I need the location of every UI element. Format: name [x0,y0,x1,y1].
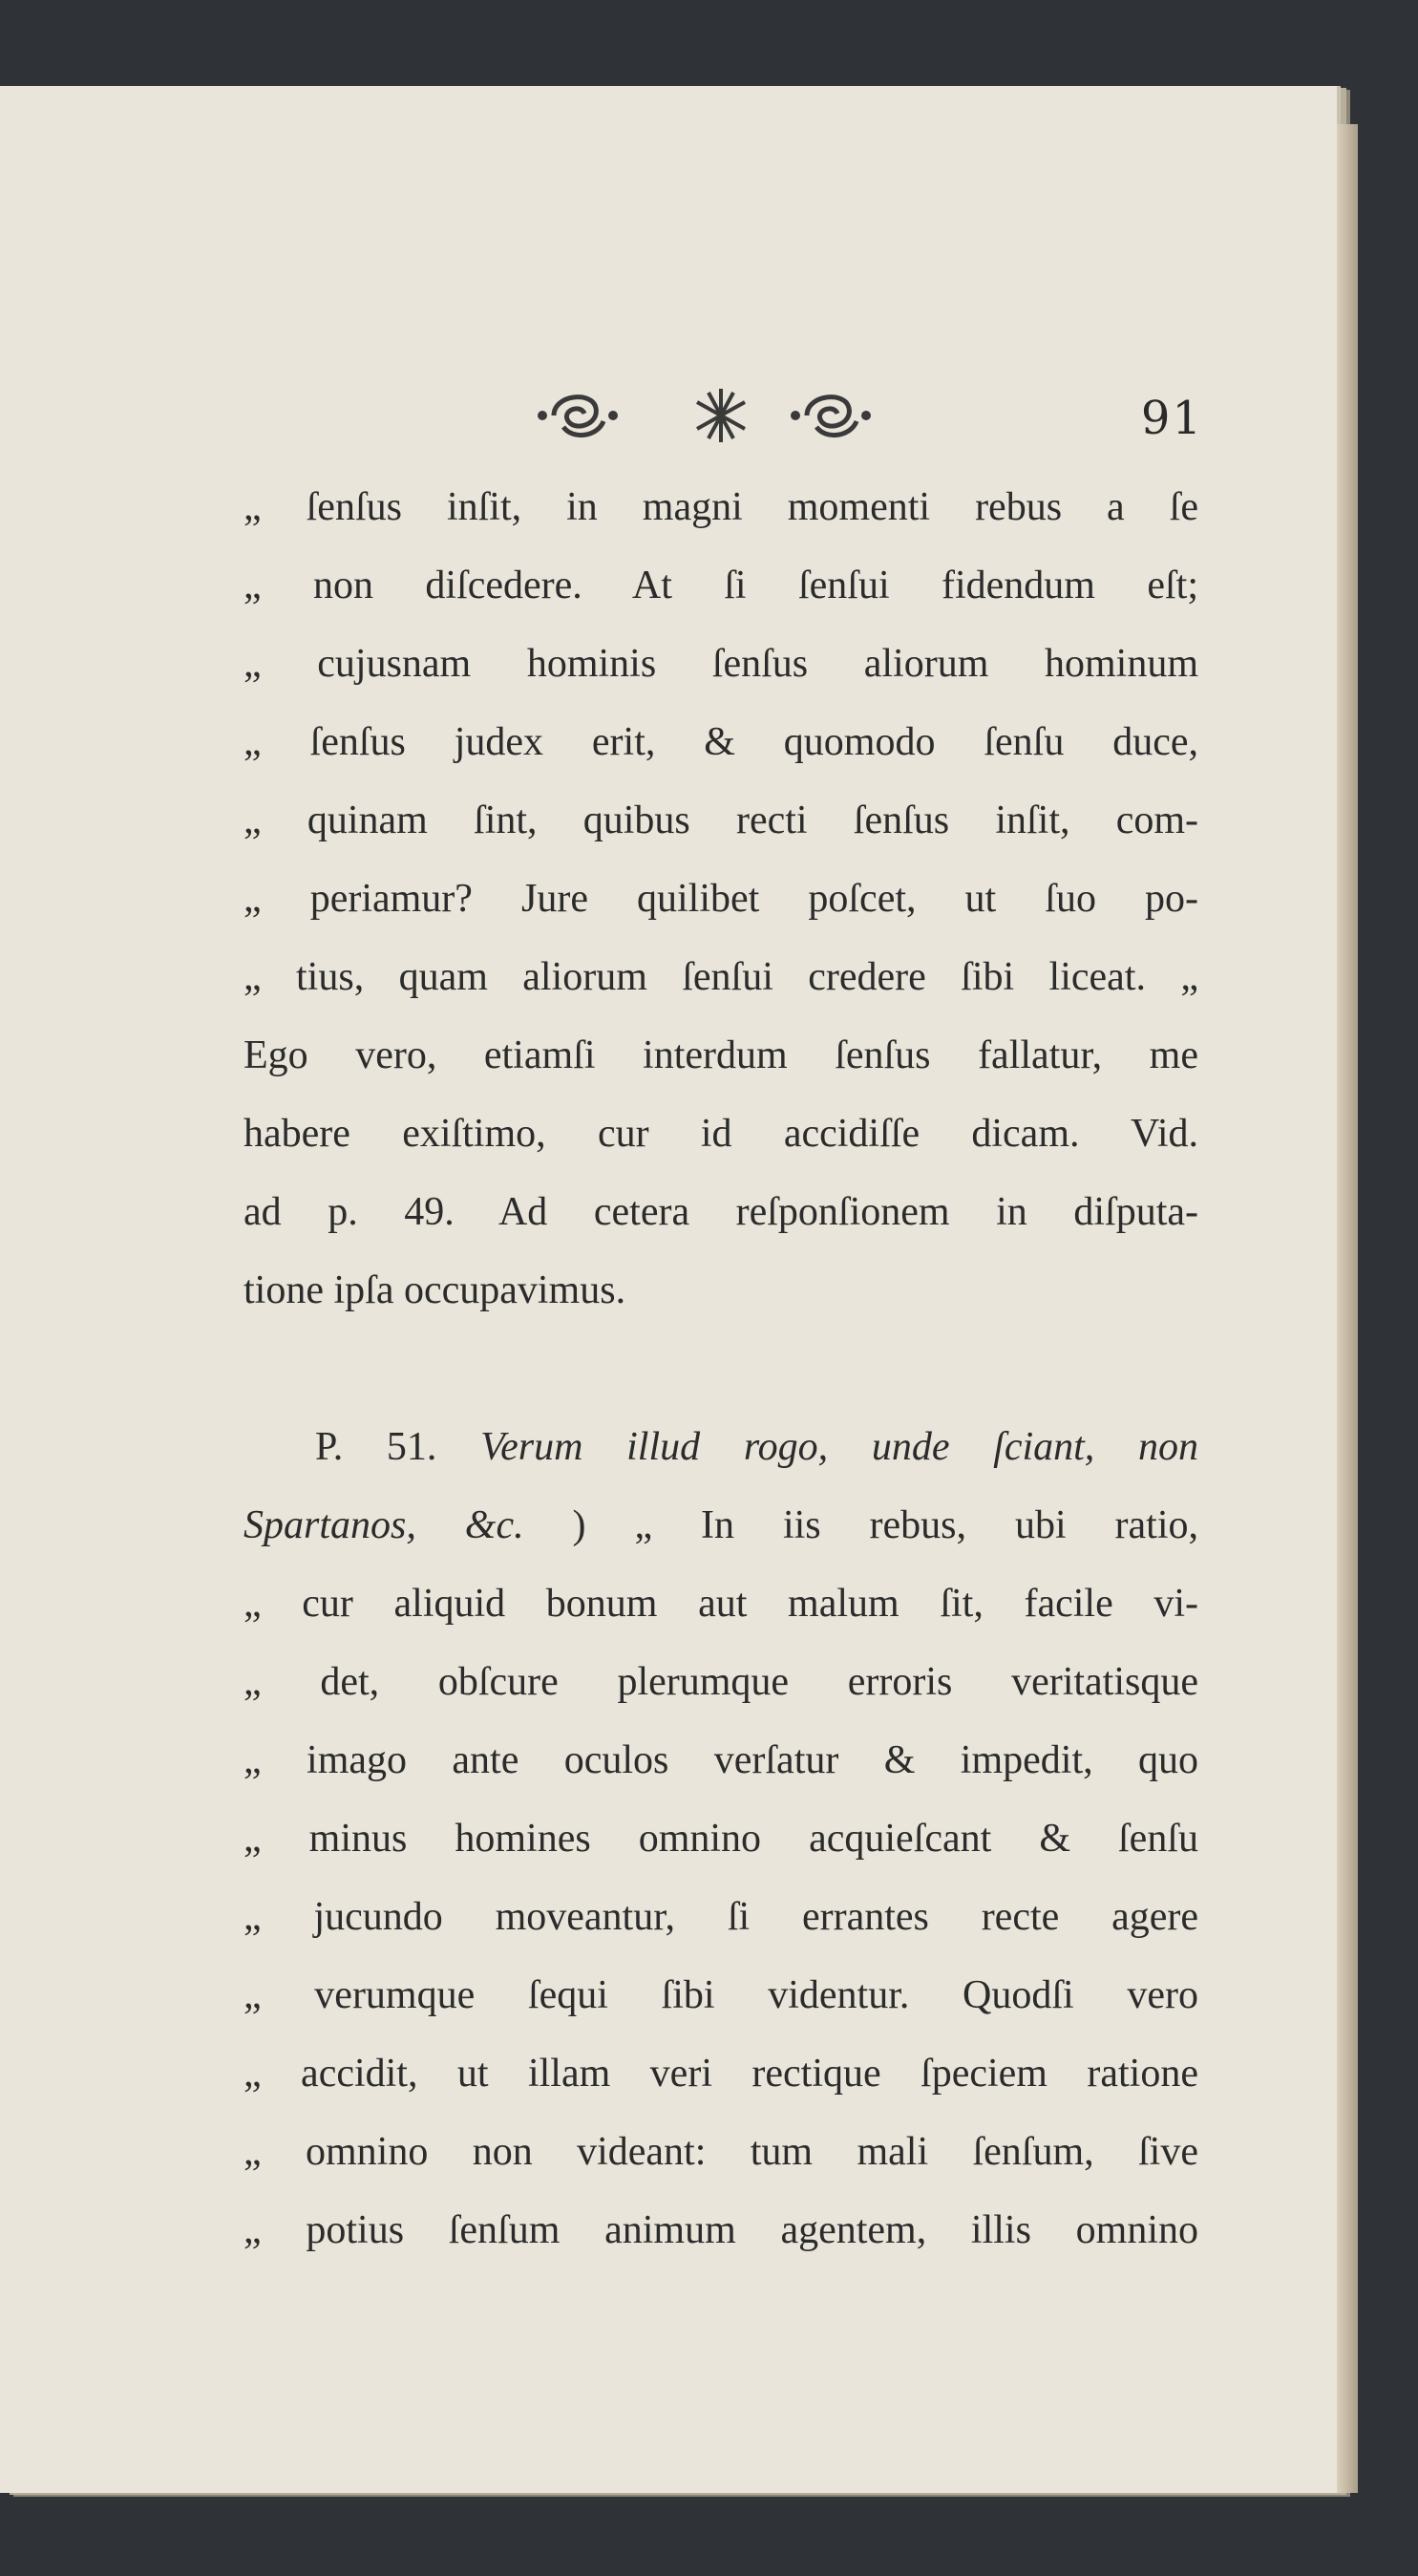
paragraph-gap [243,1330,1198,1408]
text-line: „ minus homines omnino acquieſcant & ſenſu [243,1817,1198,1861]
text-line: habere exiſtimo, cur id accidiſſe dicam. Vid. [243,1112,1198,1156]
quoted-lemma: Spartanos, &c. [243,1503,524,1547]
paragraph-1 [243,468,1198,1330]
text-line: „ verumque ſequi ſibi videntur. Quodſi vero [243,1973,1198,2017]
paragraph-2 [243,1408,1198,2269]
quoted-lemma: Verum illud rogo, unde ſciant, non [480,1425,1199,1469]
text-line: „ tius, quam aliorum ſenſui credere ſibi liceat. „ [243,955,1198,999]
text-line: tione ipſa occupavimus. [243,1268,626,1312]
page-edge [1337,124,1358,2493]
text-line: „ quinam ſint, quibus recti ſenſus inſit, com- [243,798,1198,842]
text-line: „ cur aliquid bonum aut malum ſit, facile vi- [243,1582,1198,1626]
text-line [243,1486,1198,1565]
text-line: „ imago ante oculos verſatur & impedit, quo [243,1738,1198,1782]
text-line: „ non diſcedere. At ſi ſenſui fidendum eſt; [243,564,1198,607]
text-line: „ accidit, ut illam veri rectique ſpeciem ratione [243,2052,1198,2096]
text-line: „ det, obſcure plerumque erroris veritatisque [243,1660,1198,1704]
ornament-flourish-icon [788,377,874,454]
text-line [243,1408,1198,1486]
text-line: „ ſenſus judex erit, & quomodo ſenſu duce, [243,720,1198,764]
page-reference: P. 51. [315,1425,437,1469]
text-line: „ cujusnam hominis ſenſus aliorum hominum [243,642,1198,686]
page-text [243,468,1198,2269]
page-header [535,377,1203,463]
page-number: 91 [1140,392,1203,445]
text-line: „ potius ſenſum animum agentem, illis omnino [243,2208,1198,2252]
text-line: Ego vero, etiamſi interdum ſenſus fallatur, me [243,1033,1198,1077]
text-line: „ ſenſus inſit, in magni momenti rebus a ſe [243,485,1198,529]
text-line: „ periamur? Jure quilibet poſcet, ut ſuo po- [243,877,1198,921]
text-line: ad p. 49. Ad cetera reſponſionem in diſputa- [243,1190,1198,1234]
ornament-star-icon [688,377,754,454]
text-span: ) „ In iis rebus, ubi ratio, [572,1503,1199,1547]
text-line: „ omnino non videant: tum mali ſenſum, ſive [243,2130,1198,2174]
text-line: „ jucundo moveantur, ſi errantes recte agere [243,1895,1198,1939]
ornament-flourish-icon [535,377,621,454]
